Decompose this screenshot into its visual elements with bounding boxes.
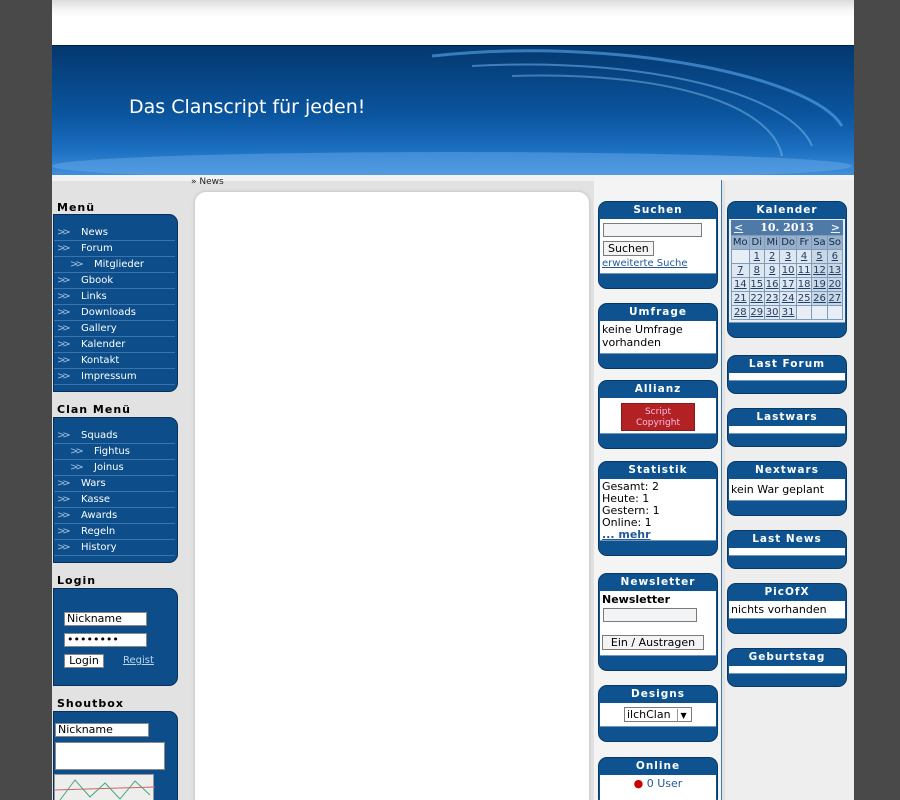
birthday-title: Geburtstag xyxy=(748,651,826,663)
calendar-day[interactable]: 27 xyxy=(828,293,842,304)
stats-more-link[interactable]: ... mehr xyxy=(602,528,651,541)
double-arrow-icon: >> xyxy=(57,526,68,537)
menu-title: Menü xyxy=(57,201,96,214)
calendar-day[interactable]: 15 xyxy=(750,279,764,290)
clan-menu xyxy=(53,417,178,563)
calendar-day xyxy=(827,306,842,320)
double-arrow-icon: >> xyxy=(57,542,68,553)
calendar-day[interactable]: 21 xyxy=(732,292,750,306)
double-arrow-icon: >> xyxy=(57,478,68,489)
last-news-box xyxy=(727,530,847,569)
calendar-day[interactable]: 30 xyxy=(765,307,779,318)
advanced-search-link[interactable]: erweiterte Suche xyxy=(602,258,688,269)
shoutbox-title: Shoutbox xyxy=(57,697,124,710)
calendar-day[interactable]: 20 xyxy=(828,279,842,290)
menu-item[interactable] xyxy=(54,257,175,273)
calendar-day[interactable]: 5 xyxy=(812,250,827,264)
poll-box xyxy=(598,303,718,369)
user-icon: ● xyxy=(633,777,644,790)
calendar-weekday: So xyxy=(828,237,842,248)
clan-menu-item[interactable] xyxy=(54,444,175,460)
calendar-weekday: Mo xyxy=(732,237,748,248)
calendar-day[interactable]: 26 xyxy=(813,293,826,304)
calendar-day[interactable]: 2 xyxy=(764,250,779,264)
calendar-next-button[interactable]: > xyxy=(830,221,840,234)
poll-text: keine Umfrage vorhanden xyxy=(600,321,716,354)
double-arrow-icon: >> xyxy=(57,371,68,382)
clan-menu-item[interactable] xyxy=(54,460,175,476)
calendar-weekday: Fr xyxy=(796,236,811,250)
clan-menu-title: Clan Menü xyxy=(57,403,131,416)
menu-item[interactable] xyxy=(54,369,175,385)
designs-box xyxy=(598,685,718,742)
double-arrow-icon: >> xyxy=(57,243,68,254)
clan-menu-item-label: Regeln xyxy=(81,526,116,537)
lastwars-title: Lastwars xyxy=(756,411,818,423)
calendar-day xyxy=(812,306,827,320)
double-arrow-icon: >> xyxy=(70,446,81,457)
script-copyright-badge[interactable] xyxy=(621,403,695,431)
newsletter-input[interactable] xyxy=(603,608,697,622)
menu-item-label: Impressum xyxy=(81,371,137,382)
stat-online: Online: 1 xyxy=(602,516,652,529)
menu-item-label: Mitglieder xyxy=(94,259,144,270)
last-news-title: Last News xyxy=(752,533,822,545)
calendar-month: 10. 2013 xyxy=(760,221,814,234)
double-arrow-icon: >> xyxy=(57,430,68,441)
clan-menu-item-label: Awards xyxy=(81,510,118,521)
double-arrow-icon: >> xyxy=(70,462,81,473)
calendar-day[interactable]: 19 xyxy=(813,279,826,290)
newsletter-box xyxy=(598,573,718,671)
calendar-day[interactable]: 8 xyxy=(749,264,764,278)
badge-line-2: Copyright xyxy=(636,418,680,428)
shoutbox-nickname-input[interactable]: Nickname xyxy=(55,723,149,737)
clan-menu-item-label: Squads xyxy=(81,430,118,441)
double-arrow-icon: >> xyxy=(57,227,68,238)
calendar-day[interactable]: 18 xyxy=(797,279,811,290)
double-arrow-icon: >> xyxy=(57,355,68,366)
double-arrow-icon: >> xyxy=(57,339,68,350)
picofx-text: nichts vorhanden xyxy=(729,601,845,619)
nextwars-box xyxy=(727,461,847,516)
picofx-title: PicOfX xyxy=(764,586,810,598)
alliance-box xyxy=(598,380,718,449)
double-arrow-icon: >> xyxy=(57,275,68,286)
design-selected-value: ilchClan xyxy=(626,708,671,721)
menu-item[interactable] xyxy=(54,241,175,257)
search-box xyxy=(598,201,718,289)
page xyxy=(52,0,854,800)
clan-menu-item[interactable] xyxy=(54,428,175,444)
main-menu xyxy=(53,214,178,392)
calendar-day[interactable]: 25 xyxy=(797,293,811,304)
nextwars-text: kein War geplant xyxy=(729,479,845,501)
calendar-day[interactable]: 9 xyxy=(764,264,779,278)
last-forum-title: Last Forum xyxy=(748,358,826,370)
calendar-weekday: Di xyxy=(749,236,764,250)
calendar-day[interactable]: 17 xyxy=(781,279,795,290)
last-forum-box xyxy=(727,355,847,394)
calendar-day[interactable]: 7 xyxy=(732,264,750,278)
stat-gesamt: Gesamt: 2 xyxy=(602,480,659,493)
double-arrow-icon: >> xyxy=(57,510,68,521)
calendar-day[interactable]: 24 xyxy=(781,293,795,304)
clan-menu-item-label: Joinus xyxy=(94,462,124,473)
top-bar xyxy=(52,0,854,45)
online-users-count[interactable]: 0 User xyxy=(646,777,683,790)
statistics-title: Statistik xyxy=(628,464,688,476)
calendar-day[interactable]: 28 xyxy=(732,306,750,320)
menu-item-label: News xyxy=(81,227,109,238)
search-input[interactable] xyxy=(603,223,702,237)
captcha-image xyxy=(54,774,154,800)
menu-item[interactable] xyxy=(54,353,175,369)
calendar-day[interactable]: 31 xyxy=(781,307,795,318)
clan-menu-item-label: History xyxy=(81,542,117,553)
birthday-box xyxy=(727,648,847,687)
calendar-weekday: Mi xyxy=(766,237,778,248)
chevron-down-icon: ▼ xyxy=(677,709,689,722)
online-box xyxy=(598,757,718,800)
menu-item-label: Kalender xyxy=(81,339,126,350)
clan-menu-item-label: Wars xyxy=(81,478,106,489)
site-slogan: Das Clanscript für jeden! xyxy=(129,96,366,118)
menu-item[interactable] xyxy=(54,321,175,337)
search-title: Suchen xyxy=(633,204,683,216)
menu-item-label: Gbook xyxy=(81,275,114,286)
statistics-box xyxy=(598,461,718,556)
designs-title: Designs xyxy=(631,688,685,700)
calendar-day[interactable]: 23 xyxy=(765,293,779,304)
calendar-weekday: Do xyxy=(781,237,796,248)
menu-item-label: Kontakt xyxy=(81,355,120,366)
online-title: Online xyxy=(635,760,681,772)
double-arrow-icon: >> xyxy=(57,291,68,302)
calendar-day[interactable]: 22 xyxy=(750,293,764,304)
calendar-day[interactable]: 3 xyxy=(780,250,797,264)
calendar-nav xyxy=(731,220,843,235)
menu-item[interactable] xyxy=(54,289,175,305)
login-box xyxy=(53,588,178,686)
main-content xyxy=(194,191,590,800)
login-button[interactable]: Login xyxy=(64,654,104,668)
calendar-day[interactable]: 16 xyxy=(765,279,779,290)
menu-item[interactable] xyxy=(54,273,175,289)
design-select[interactable] xyxy=(624,707,692,722)
calendar-prev-button[interactable]: < xyxy=(734,221,744,234)
menu-item[interactable] xyxy=(54,225,175,241)
breadcrumb: » News xyxy=(191,177,224,187)
menu-item-label: Gallery xyxy=(81,323,117,334)
calendar-box xyxy=(727,201,847,338)
shoutbox xyxy=(53,711,178,800)
calendar-day xyxy=(796,306,811,320)
header-banner xyxy=(52,45,854,175)
clan-menu-item[interactable] xyxy=(54,492,175,508)
clan-menu-item[interactable] xyxy=(54,524,175,540)
calendar-day[interactable]: 14 xyxy=(732,278,750,292)
double-arrow-icon: >> xyxy=(57,307,68,318)
calendar-day[interactable]: 11 xyxy=(797,265,811,276)
right-column-1 xyxy=(594,180,722,800)
calendar-day[interactable]: 29 xyxy=(750,307,764,318)
alliance-title: Allianz xyxy=(634,383,682,395)
menu-item-label: Links xyxy=(81,291,107,302)
calendar-weekday: Sa xyxy=(813,237,826,248)
right-column-2 xyxy=(725,180,854,800)
password-input[interactable]: •••••••• xyxy=(64,633,147,647)
nextwars-title: Nextwars xyxy=(755,464,819,476)
clan-menu-item-label: Fightus xyxy=(94,446,130,457)
clan-menu-item-label: Kasse xyxy=(81,494,111,505)
calendar-day[interactable]: 4 xyxy=(796,250,811,264)
shoutbox-textarea[interactable] xyxy=(55,742,165,770)
search-button[interactable]: Suchen xyxy=(603,241,654,256)
calendar-day xyxy=(732,250,750,264)
calendar-day[interactable]: 1 xyxy=(749,250,764,264)
regist-link[interactable]: Regist xyxy=(123,655,154,666)
calendar-day[interactable]: 6 xyxy=(827,250,842,264)
calendar-title: Kalender xyxy=(756,204,818,216)
double-arrow-icon: >> xyxy=(57,494,68,505)
login-title: Login xyxy=(57,574,97,587)
badge-line-1: Script xyxy=(644,407,672,417)
picofx-box xyxy=(727,583,847,634)
clan-menu-item[interactable] xyxy=(54,540,175,556)
double-arrow-icon: >> xyxy=(70,259,81,270)
newsletter-title: Newsletter xyxy=(620,576,696,588)
clan-menu-item[interactable] xyxy=(54,476,175,492)
lastwars-box xyxy=(727,408,847,447)
menu-item[interactable] xyxy=(54,305,175,321)
double-arrow-icon: >> xyxy=(57,323,68,334)
newsletter-subscribe-button[interactable]: Ein / Austragen xyxy=(602,635,704,650)
nickname-input[interactable]: Nickname xyxy=(64,612,147,626)
stat-heute: Heute: 1 xyxy=(602,492,650,505)
newsletter-label: Newsletter xyxy=(602,593,671,606)
calendar-day[interactable]: 10 xyxy=(781,265,795,276)
menu-item-label: Downloads xyxy=(81,307,136,318)
calendar-day[interactable]: 12 xyxy=(813,265,826,276)
menu-item[interactable] xyxy=(54,337,175,353)
clan-menu-item[interactable] xyxy=(54,508,175,524)
stat-gestern: Gestern: 1 xyxy=(602,504,660,517)
calendar-day[interactable]: 13 xyxy=(828,265,842,276)
menu-item-label: Forum xyxy=(81,243,113,254)
calendar-grid xyxy=(731,235,843,320)
poll-title: Umfrage xyxy=(629,306,687,318)
